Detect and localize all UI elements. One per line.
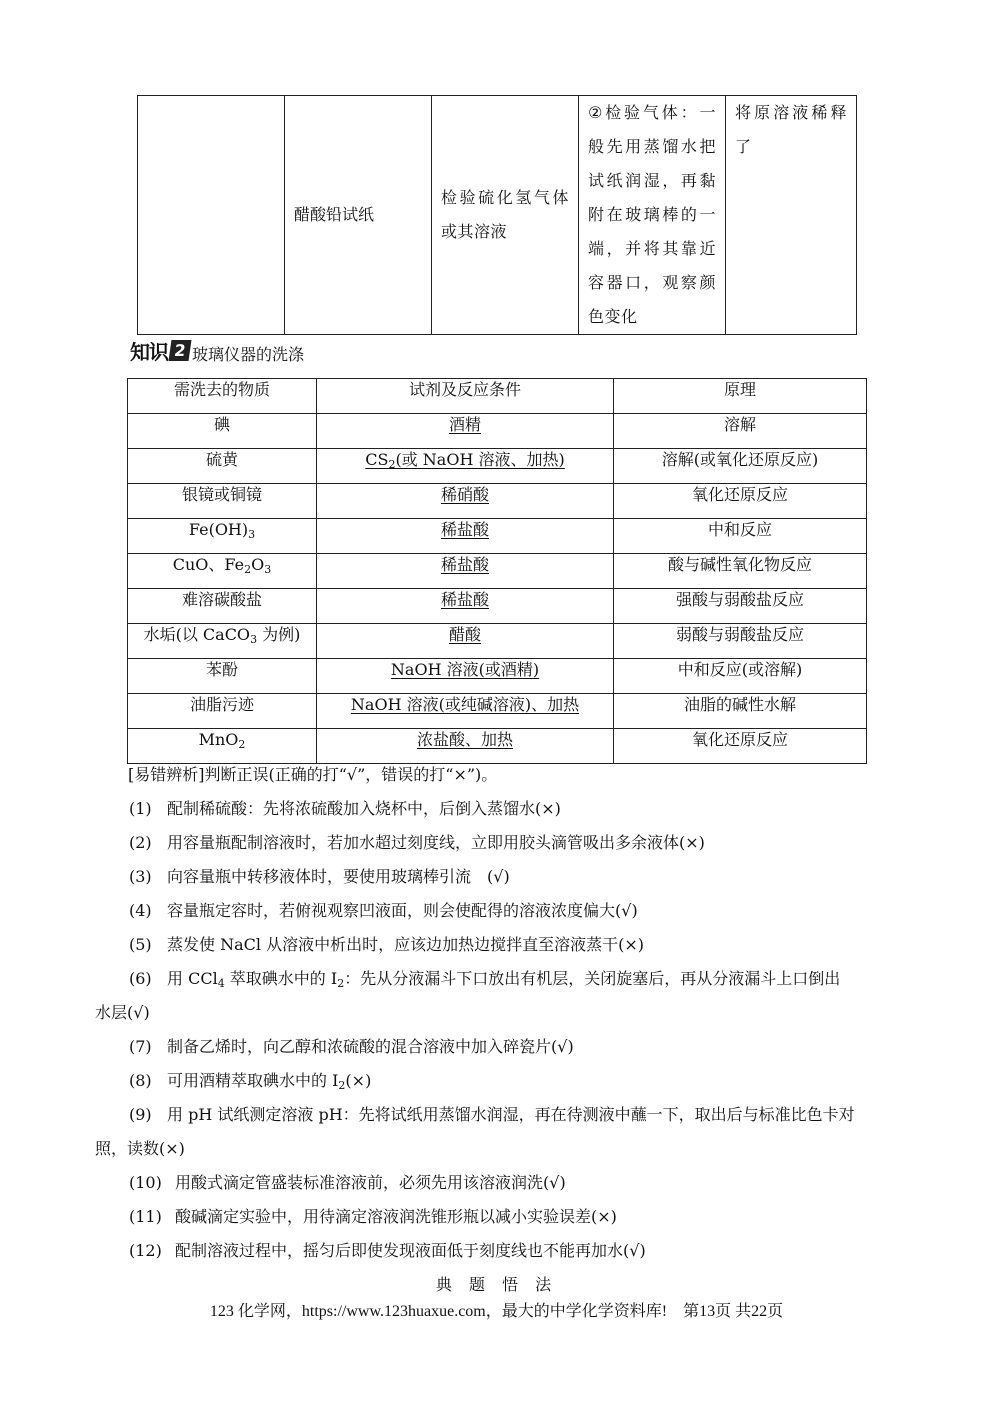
substance-cell: 水垢(以 CaCO$_3$ 为例) — [128, 624, 317, 659]
item-text: 用容量瓶配制溶液时，若加水超过刻度线，立即用胶头滴管吸出多余液体(×) — [167, 833, 705, 852]
reagent-cell: NaOH 溶液(或纯碱溶液)、加热 — [317, 694, 614, 729]
table-header: 原理 — [614, 379, 867, 414]
item-number: (12) — [129, 1241, 162, 1260]
judgement-intro: [易错辨析]判断正误(正确的打“√”，错误的打“×”)。 — [128, 765, 498, 784]
principle-cell: 中和反应 — [614, 519, 867, 554]
table-header-row — [128, 379, 867, 414]
item-text: 容量瓶定容时，若俯视观察凹液面，则会使配得的溶液浓度偏大(√) — [167, 901, 638, 920]
section-keyword: 知识 — [130, 339, 168, 364]
glassware-washing-table — [127, 378, 867, 764]
table-row — [128, 694, 867, 729]
continued-cell-use — [432, 96, 579, 335]
item-number: (11) — [129, 1207, 162, 1226]
reagent-cell: $CS_2$(或 NaOH 溶液、加热) — [317, 449, 614, 484]
item-text: 配制溶液过程中，摇匀后即使发现液面低于刻度线也不能再加水(√) — [175, 1241, 646, 1260]
item-text: 酸碱滴定实验中，用待滴定溶液润洗锥形瓶以减小实验误差(×) — [175, 1207, 617, 1226]
item-text: 用酸式滴定管盛装标准溶液前，必须先用该溶液润洗(√) — [175, 1173, 566, 1192]
principle-cell: 强酸与弱酸盐反应 — [614, 589, 867, 624]
item-number: (9) — [129, 1105, 152, 1124]
principle-cell: 氧化还原反应 — [614, 484, 867, 519]
item-number: (7) — [129, 1037, 152, 1056]
item-note: 将原溶液稀释了 — [735, 103, 847, 156]
list-item-continuation: 照，读数(×) — [95, 1139, 185, 1158]
item-number: (8) — [129, 1071, 152, 1090]
item-text: 配制稀硫酸：先将浓硫酸加入烧杯中，后倒入蒸馏水(×) — [167, 799, 561, 818]
substance-cell: CuO、$Fe_2O_3$ — [128, 554, 317, 589]
list-item: (6) 用 CCl$_4$ 萃取碘水中的 $I_2$：先从分液漏斗下口放出有机层，关闭旋塞后，再从分液漏斗上口倒出 — [95, 962, 934, 996]
list-item — [95, 1234, 934, 1268]
list-item — [95, 792, 934, 826]
principle-cell: 酸与碱性氧化物反应 — [614, 554, 867, 589]
list-item — [95, 1200, 934, 1234]
item-use: 检验硫化氢气体或其溶液 — [441, 188, 569, 241]
principle-cell: 油脂的碱性水解 — [614, 694, 867, 729]
item-text: 用 pH 试纸测定溶液 pH：先将试纸用蒸馏水润湿，再在待测液中蘸一下，取出后与标准比色卡对 — [167, 1105, 855, 1124]
substance-cell: 难溶碳酸盐 — [128, 589, 317, 624]
principle-cell: 氧化还原反应 — [614, 729, 867, 764]
reagent-cell: 稀盐酸 — [317, 554, 614, 589]
principle-cell: 弱酸与弱酸盐反应 — [614, 624, 867, 659]
page-footer: 123 化学网，https://www.123huaxue.com，最大的中学化学资料库! 第13页 共22页 — [209, 1303, 784, 1320]
item-text: 用 CCl — [167, 969, 218, 988]
table-row — [128, 589, 867, 624]
list-item — [95, 894, 934, 928]
section-heading — [130, 338, 304, 362]
item-number: (3) — [129, 867, 152, 886]
reagent-cell: 稀盐酸 — [317, 589, 614, 624]
section-number-badge: 2 — [169, 340, 192, 361]
list-item — [95, 860, 934, 894]
principle-cell: 溶解(或氧化还原反应) — [614, 449, 867, 484]
substance-cell: 碘 — [128, 414, 317, 449]
reagent-cell: NaOH 溶液(或酒精) — [317, 659, 614, 694]
list-item — [95, 1030, 934, 1064]
continued-cell-empty — [138, 96, 285, 335]
item-method: ②检验气体：一般先用蒸馏水把试纸润湿，再黏附在玻璃棒的一端，并将其靠近容器口，观察颜色变化 — [588, 103, 716, 326]
substance-cell: $Fe(OH)_3$ — [128, 519, 317, 554]
item-number: (5) — [129, 935, 152, 954]
list-item — [95, 1098, 934, 1132]
list-item: (8) 可用酒精萃取碘水中的 $I_2(\times)$ — [95, 1064, 934, 1098]
item-name: 醋酸铅试纸 — [294, 205, 375, 224]
continued-cell-note — [726, 96, 857, 335]
list-item — [95, 1166, 934, 1200]
reagent-cell: 醋酸 — [317, 624, 614, 659]
table-row — [128, 519, 867, 554]
table-row — [128, 484, 867, 519]
section-title: 玻璃仪器的洗涤 — [192, 344, 305, 364]
table-row — [128, 659, 867, 694]
item-text: 可用酒精萃取碘水中的 I — [167, 1071, 339, 1090]
continued-table — [137, 95, 857, 335]
table-row — [128, 449, 867, 484]
reagent-cell: 稀硝酸 — [317, 484, 614, 519]
item-number: (1) — [129, 799, 152, 818]
item-text: 制备乙烯时，向乙醇和浓硫酸的混合溶液中加入碎瓷片(√) — [167, 1037, 574, 1056]
substance-cell: 苯酚 — [128, 659, 317, 694]
item-text: 向容量瓶中转移液体时，要使用玻璃棒引流 (√) — [167, 867, 510, 886]
table-header: 试剂及反应条件 — [317, 379, 614, 414]
table-row — [128, 624, 867, 659]
item-number: (6) — [129, 969, 152, 988]
item-number: (10) — [129, 1173, 162, 1192]
reagent-cell: 酒精 — [317, 414, 614, 449]
continued-cell-method — [579, 96, 726, 335]
substance-cell: 油脂污迹 — [128, 694, 317, 729]
reagent-cell: 浓盐酸、加热 — [317, 729, 614, 764]
list-item — [95, 928, 934, 962]
principle-cell: 溶解 — [614, 414, 867, 449]
table-header: 需洗去的物质 — [128, 379, 317, 414]
item-number: (2) — [129, 833, 152, 852]
substance-cell: 硫黄 — [128, 449, 317, 484]
table-row — [128, 554, 867, 589]
substance-cell: MnO$_2$ — [128, 729, 317, 764]
principle-cell: 中和反应(或溶解) — [614, 659, 867, 694]
item-text: 蒸发使 NaCl 从溶液中析出时，应该边加热边搅拌直至溶液蒸干(×) — [167, 935, 644, 954]
list-item-continuation: 水层(√) — [95, 1003, 150, 1022]
substance-cell: 银镜或铜镜 — [128, 484, 317, 519]
section-footer-heading: 典 题 悟 法 — [435, 1275, 558, 1294]
reagent-cell: 稀盐酸 — [317, 519, 614, 554]
table-row — [128, 414, 867, 449]
list-item — [95, 826, 934, 860]
continued-cell-item — [285, 96, 432, 335]
item-number: (4) — [129, 901, 152, 920]
